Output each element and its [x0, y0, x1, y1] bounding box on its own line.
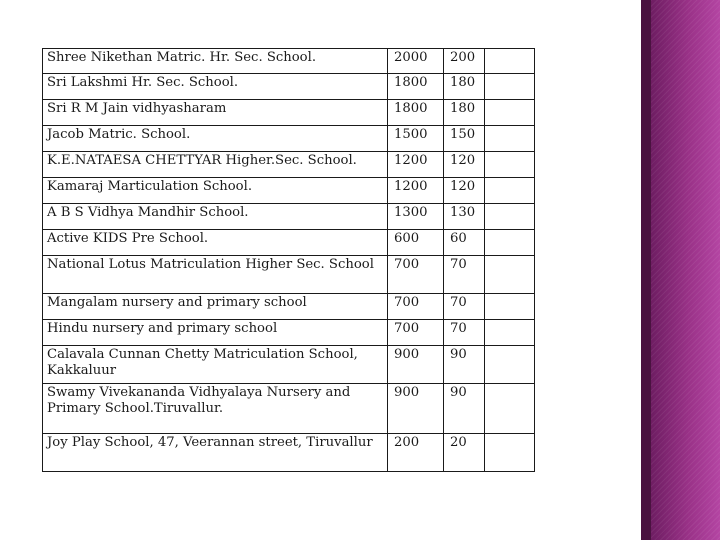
value-cell: 1200 [388, 178, 444, 204]
value-cell: 1200 [388, 152, 444, 178]
value-cell: 1800 [388, 100, 444, 126]
value-cell: 60 [444, 230, 485, 256]
value-cell: 900 [388, 346, 444, 384]
school-name-cell: Shree Nikethan Matric. Hr. Sec. School. [43, 49, 388, 74]
value-cell: 1300 [388, 204, 444, 230]
school-name-cell: Hindu nursery and primary school [43, 320, 388, 346]
school-name-cell: Jacob Matric. School. [43, 126, 388, 152]
empty-cell [485, 100, 535, 126]
value-cell: 1500 [388, 126, 444, 152]
table-row [43, 126, 535, 152]
table-row [43, 178, 535, 204]
schools-table [42, 48, 535, 472]
school-name-cell: Joy Play School, 47, Veerannan street, Tiruvallur [43, 434, 388, 472]
empty-cell [485, 384, 535, 434]
table-row [43, 294, 535, 320]
school-name-cell: Calavala Cunnan Chetty Matriculation School, Kakkaluur [43, 346, 388, 384]
empty-cell [485, 178, 535, 204]
table-row [43, 256, 535, 294]
value-cell: 700 [388, 256, 444, 294]
table-row [43, 384, 535, 434]
table-row [43, 204, 535, 230]
school-name-cell: Active KIDS Pre School. [43, 230, 388, 256]
value-cell: 200 [388, 434, 444, 472]
value-cell: 700 [388, 294, 444, 320]
table-row [43, 320, 535, 346]
school-name-cell: National Lotus Matriculation Higher Sec. School [43, 256, 388, 294]
table-row [43, 346, 535, 384]
value-cell: 700 [388, 320, 444, 346]
value-cell: 150 [444, 126, 485, 152]
value-cell: 70 [444, 294, 485, 320]
empty-cell [485, 294, 535, 320]
school-name-cell: Sri R M Jain vidhyasharam [43, 100, 388, 126]
side-band [651, 0, 720, 540]
table-row [43, 100, 535, 126]
empty-cell [485, 434, 535, 472]
value-cell: 600 [388, 230, 444, 256]
value-cell: 90 [444, 384, 485, 434]
value-cell: 120 [444, 152, 485, 178]
value-cell: 90 [444, 346, 485, 384]
school-name-cell: K.E.NATAESA CHETTYAR Higher.Sec. School. [43, 152, 388, 178]
table-row [43, 230, 535, 256]
value-cell: 70 [444, 320, 485, 346]
value-cell: 900 [388, 384, 444, 434]
table-row [43, 152, 535, 178]
empty-cell [485, 320, 535, 346]
empty-cell [485, 152, 535, 178]
empty-cell [485, 74, 535, 100]
school-name-cell: Mangalam nursery and primary school [43, 294, 388, 320]
value-cell: 1800 [388, 74, 444, 100]
empty-cell [485, 346, 535, 384]
value-cell: 20 [444, 434, 485, 472]
school-name-cell: Swamy Vivekananda Vidhyalaya Nursery and Primary School.Tiruvallur. [43, 384, 388, 434]
table-row [43, 49, 535, 74]
side-band-dark [641, 0, 651, 540]
school-name-cell: A B S Vidhya Mandhir School. [43, 204, 388, 230]
table-row [43, 434, 535, 472]
value-cell: 200 [444, 49, 485, 74]
value-cell: 180 [444, 74, 485, 100]
school-name-cell: Sri Lakshmi Hr. Sec. School. [43, 74, 388, 100]
empty-cell [485, 230, 535, 256]
empty-cell [485, 204, 535, 230]
value-cell: 70 [444, 256, 485, 294]
empty-cell [485, 126, 535, 152]
empty-cell [485, 49, 535, 74]
value-cell: 130 [444, 204, 485, 230]
table-row [43, 74, 535, 100]
value-cell: 180 [444, 100, 485, 126]
value-cell: 2000 [388, 49, 444, 74]
school-name-cell: Kamaraj Marticulation School. [43, 178, 388, 204]
empty-cell [485, 256, 535, 294]
value-cell: 120 [444, 178, 485, 204]
